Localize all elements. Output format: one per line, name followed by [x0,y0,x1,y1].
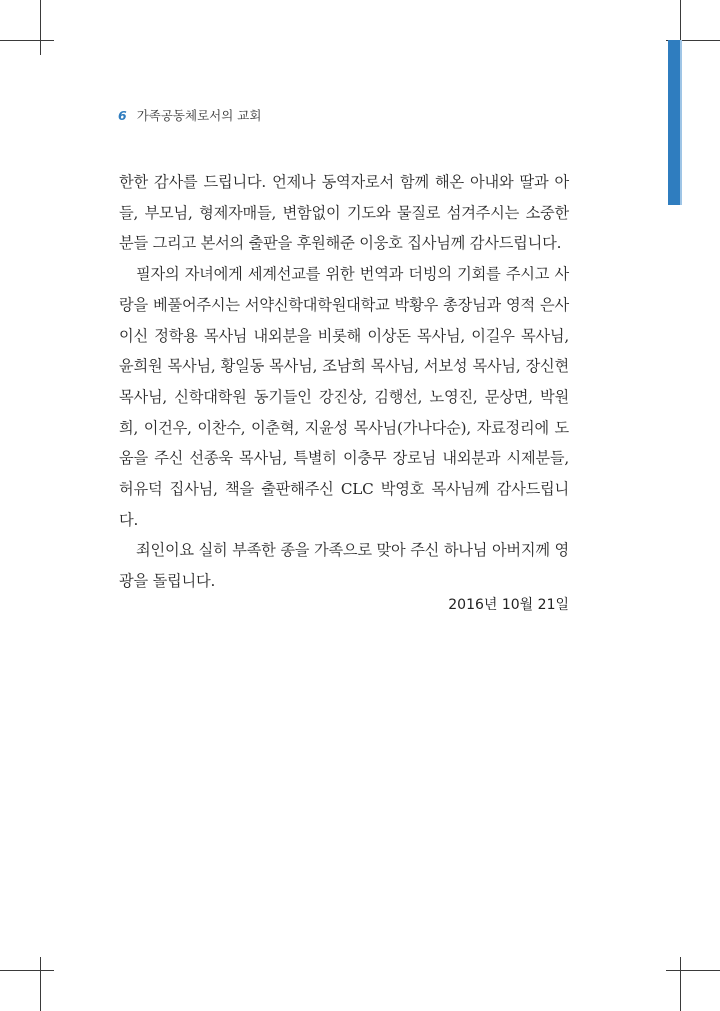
paragraph: 죄인이요 실히 부족한 종을 가족으로 맞아 주신 하나님 아버지께 영광을 돌립니다. [119,541,569,591]
body-text [119,167,569,597]
page-number: 6 [118,108,127,123]
crop-mark [0,970,54,971]
signature-date: 2016년 10월 21일 [448,597,569,613]
running-header [118,106,261,124]
running-title: 가족공동체로서의 교회 [136,108,262,123]
crop-mark [680,957,681,1011]
chapter-thumb-tab [668,40,680,205]
crop-mark [680,0,681,40]
crop-mark [666,970,720,971]
chapter-thumb-tab-edge [680,40,682,205]
crop-mark [40,957,41,1011]
crop-mark [0,40,54,41]
paragraph: 한한 감사를 드립니다. 언제나 동역자로서 함께 해온 아내와 딸과 아들, 부모님, 형제자매들, 변함없이 기도와 물질로 섬겨주시는 소중한 분들 그리고 본서의 출판을 후원해준 이웅호 집사님께 감사드립니다. [119,173,569,253]
crop-mark [40,0,41,55]
paragraph: 필자의 자녀에게 세계선교를 위한 번역과 더빙의 기회를 주시고 사랑을 베풀어주시는 서약신학대학원대학교 박황우 총장님과 영적 은사이신 정학용 목사님 내외분을 비롯해 이상돈 목사님, 이길우 목사님, 윤희원 목사님, 황일동 목사님, 조남희 목사님, 서보성 목사님, 장신현 목사님, 신학대학원 동기들인 강진상, 김행선, 노영진, 문상면, 박원희, 이건우, 이찬수, 이춘혁, 지윤성 목사님(가나다순), 자료정리에 도움을 주신 선종욱 목사님, 특별히 이충무 장로님 내외분과 시제분들, 허유덕 집사님, 책을 출판해주신 CLC 박영호 목사님께 감사드립니다. [119,265,569,529]
